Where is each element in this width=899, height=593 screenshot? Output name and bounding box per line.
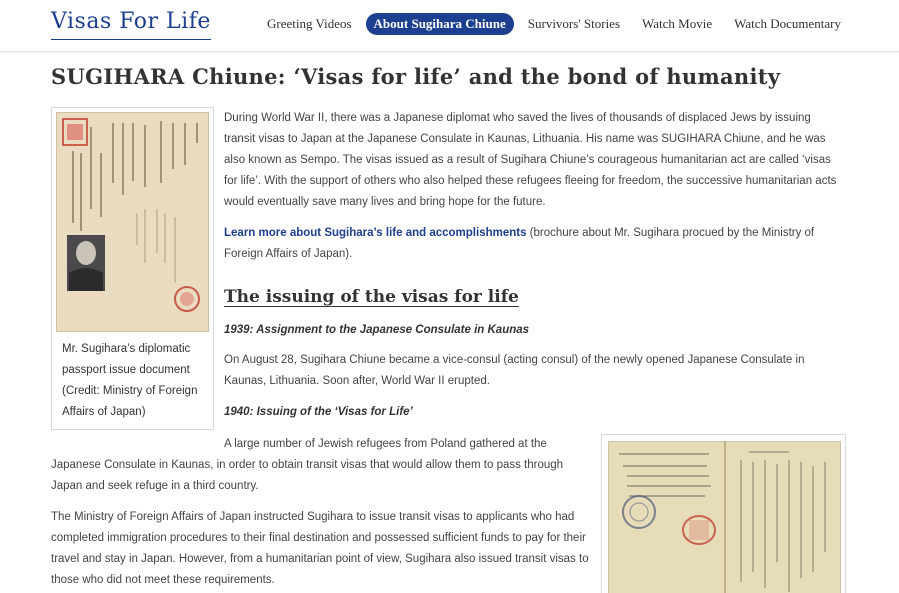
site-logo[interactable]: Visas For Life xyxy=(51,8,211,40)
paragraph-refugees: A large number of Jewish refugees from Poland gathered at the Japanese Consulate in Kaunas, in order to obtain transit visas that would allow them to pass through Japan and seek refuge in a third country. xyxy=(51,438,564,492)
nav-greeting-videos[interactable]: Greeting Videos xyxy=(267,16,352,31)
passport-figure xyxy=(51,107,214,430)
nav-about-sugihara[interactable]: About Sugihara Chiune xyxy=(366,13,514,35)
nav-watch-movie[interactable]: Watch Movie xyxy=(642,16,713,31)
brochure-description: (brochure about Mr. Sugihara procued by the Ministry of Foreign Affairs of Japan). xyxy=(224,227,815,260)
nav-watch-documentary[interactable]: Watch Documentary xyxy=(734,16,841,31)
visa-figure xyxy=(601,434,846,593)
lower-content xyxy=(51,434,591,593)
site-header xyxy=(0,0,899,52)
paragraph-1939: On August 28, Sugihara Chiune became a vice-consul (acting consul) of the newly opened Japanese Consulate in Kaunas, Lithuania. Soon after, World War II erupted. xyxy=(224,354,805,387)
passport-illustration xyxy=(57,113,209,332)
main-content xyxy=(224,108,844,432)
page-title: SUGIHARA Chiune: ‘Visas for life’ and the bond of humanity xyxy=(51,64,781,89)
brochure-paragraph xyxy=(224,223,844,265)
passport-document-image xyxy=(56,112,209,332)
passport-caption: Mr. Sugihara’s diplomatic passport issue document (Credit: Ministry of Foreign Affairs of Japan) xyxy=(62,343,198,418)
brochure-link[interactable]: Learn more about Sugihara’s life and accomplishments xyxy=(224,227,527,239)
subheading-1940: 1940: Issuing of the ‘Visas for Life’ xyxy=(224,406,413,418)
subheading-1939: 1939: Assignment to the Japanese Consulate in Kaunas xyxy=(224,324,530,336)
visa-illustration xyxy=(609,442,841,593)
section-heading: The issuing of the visas for life xyxy=(224,287,519,307)
transit-visa-image xyxy=(608,441,841,593)
main-nav xyxy=(253,13,849,35)
nav-survivors-stories[interactable]: Survivors' Stories xyxy=(527,16,621,31)
paragraph-ministry: The Ministry of Foreign Affairs of Japan instructed Sugihara to issue transit visas to applicants who had completed immigration procedures to their final destination and possessed sufficient funds to pay for their travel and stay in Japan. However, from a humanitarian point of view, Sugihara also issued transit visas to those who did not meet these requirements. xyxy=(51,511,589,586)
intro-paragraph: During World War II, there was a Japanese diplomat who saved the lives of thousands of displaced Jews by issuing transit visas to Japan at the Japanese Consulate in Kaunas, Lithuania. His name was SUGIHARA Chiune, and he was also known as Sempo. The visas issued as a result of Sugihara Chiune’s courageous humanitarian act are called ‘visas for life’. With the support of others who also helped these refugees fleeing for freedom, the successive humanitarian acts would eventually save many lives and bring hope for the future. xyxy=(224,112,837,208)
